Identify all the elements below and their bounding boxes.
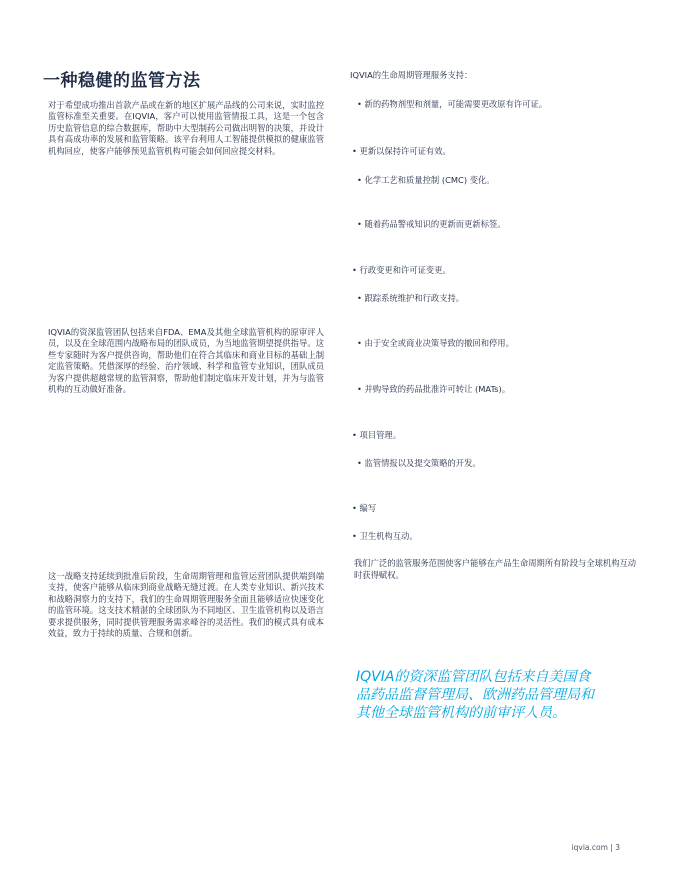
- closing-paragraph: 我们广泛的监管服务范围使客户能够在产品生命周期所有阶段与全球机构互动时获得赋权。: [354, 558, 637, 580]
- body-paragraph: IQVIA的资深监管团队包括来自FDA、EMA及其他全球监管机构的原审评人员，以及在全球范围内战略布局的团队成员，为当地监管期望提供指导。这些专家随时为客户提供咨询，帮助他们在符合其临床和商业目标的基础上制定监管策略。凭借深厚的经验、治疗领域、科学和监管专业知识，团队成员为客户提供超越常规的监管洞察，帮助他们制定临床开发计划，并为与监管机构的互动做好准备。: [48, 327, 324, 395]
- body-paragraph: 对于希望成功推出首款产品或在新的地区扩展产品线的公司来说，实时监控监管标准至关重要。在IQVIA，客户可以使用监管情报工具，这是一个包含历史监管信息的综合数据库，帮助中大型制药公司做出明智的决策，并设计具有高成功率的发展和监管策略。该平台利用人工智能提供模拟的健康监管机构回应，使客户能够预见监管机构可能会如何回应提交材料。: [48, 100, 324, 156]
- section-title: 一种稳健的监管方法: [43, 71, 201, 91]
- pull-quote: IQVIA的资深监管团队包括来自美国食品药品监督管理局、欧洲药品管理局和其他全球监管机构的前审评人员。: [356, 669, 594, 721]
- service-list-item: • 并购导致的药品批准许可转让 (MATs)。: [357, 384, 511, 394]
- service-list-item: • 化学工艺和质量控制 (CMC) 变化。: [357, 175, 495, 185]
- service-list-item: • 项目管理。: [352, 430, 402, 440]
- service-list-item: • 行政变更和许可证变更。: [352, 265, 451, 275]
- service-list-item: • 卫生机构互动。: [352, 531, 418, 541]
- service-list-item: • 跟踪系统维护和行政支持。: [357, 293, 465, 303]
- service-list-item: • 随着药品警戒知识的更新而更新标签。: [357, 219, 506, 229]
- page-footer: iqvia.com | 3: [571, 843, 620, 852]
- body-paragraph: 这一战略支持延续到批准后阶段，生命周期管理和监管运营团队提供端到端支持，使客户能够从临床到商业战略无缝过渡。在人类专业知识、新兴技术和战略洞察力的支持下，我们的生命周期管理服务全面且能够适应快速变化的监管环境。这支技术精湛的全球团队为不同地区、卫生监管机构以及语言要求提供服务，同时提供管理服务需求峰谷的灵活性。我们的模式具有成本效益，致力于持续的质量、合规和创新。: [48, 571, 324, 639]
- service-list-item: • 编写: [352, 503, 377, 513]
- service-list-item: • 更新以保持许可证有效。: [352, 146, 451, 156]
- service-list-item: • 监管情报以及提交策略的开发。: [357, 458, 481, 468]
- services-intro: IQVIA的生命周期管理服务支持：: [350, 70, 473, 80]
- service-list-item: • 新的药物剂型和剂量，可能需要更改原有许可证。: [357, 99, 548, 109]
- service-list-item: • 由于安全或商业决策导致的撤回和停用。: [357, 338, 514, 348]
